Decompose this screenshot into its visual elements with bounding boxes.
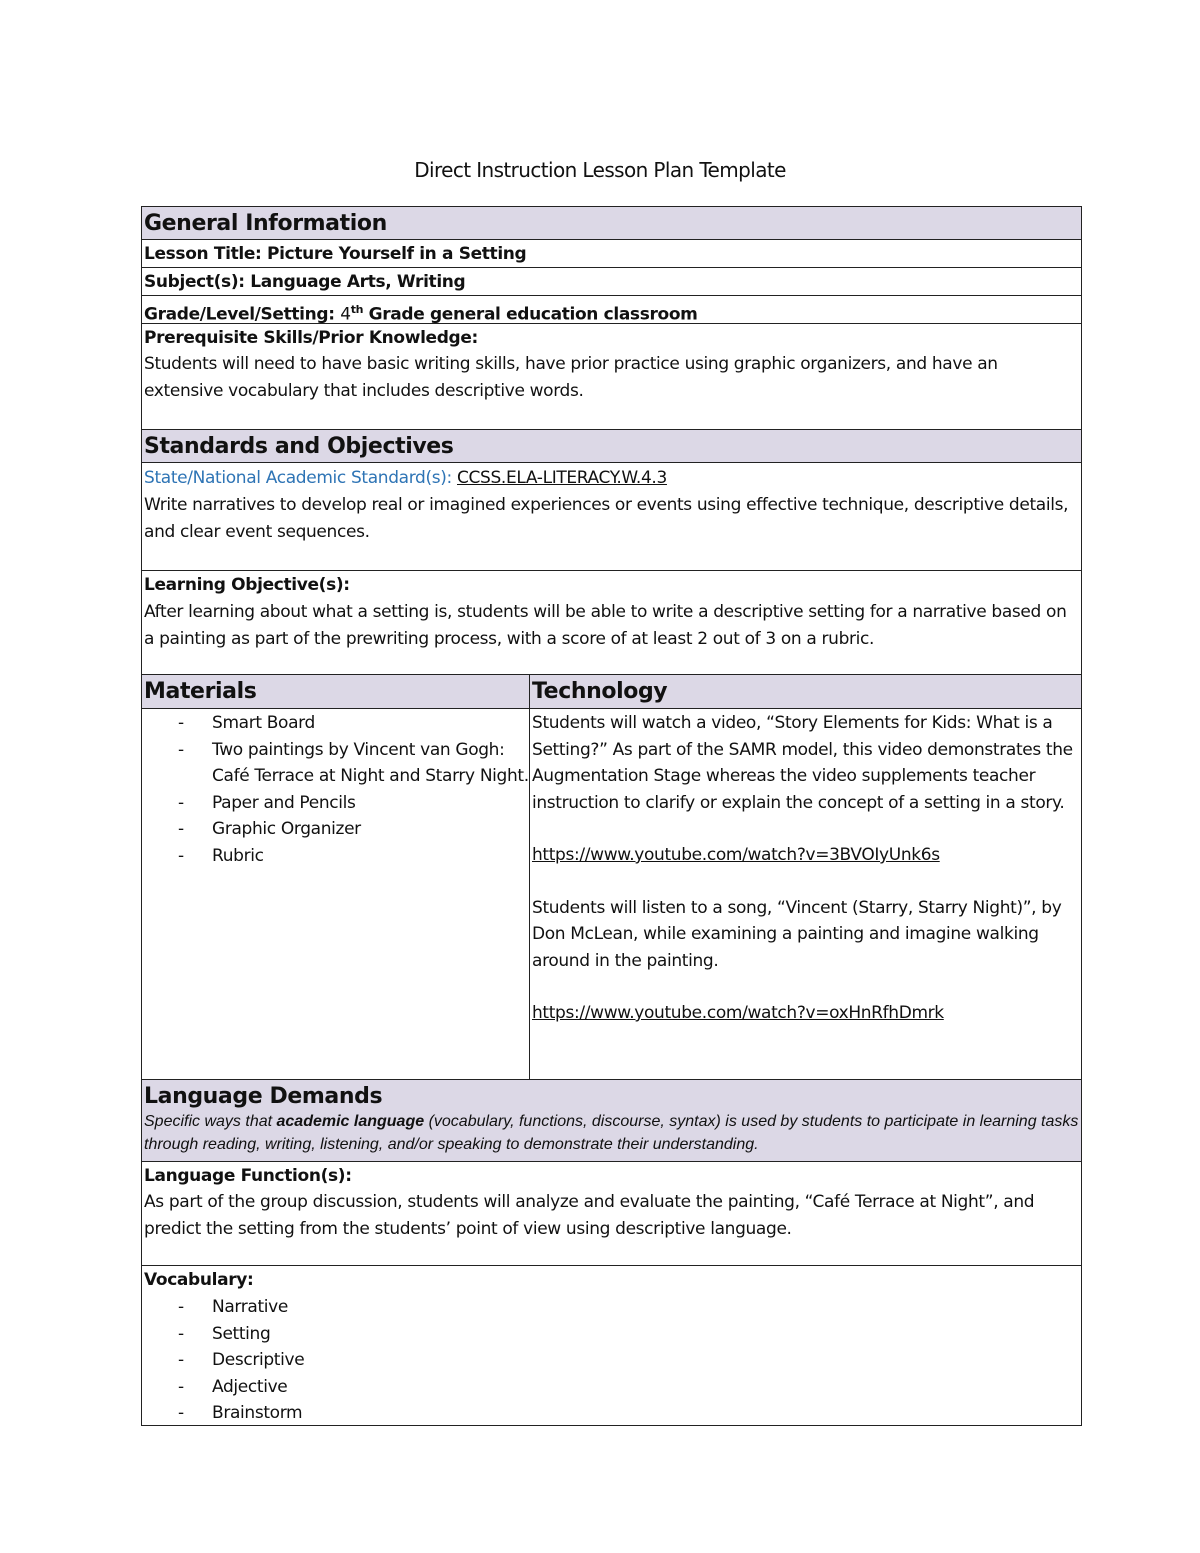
language-function-text: As part of the group discussion, students will analyze and evaluate the painting, “Café Terrace at Night”, and predict the setting from the students’ point of view using descriptive language. (144, 1192, 1035, 1239)
objective-label: Learning Objective(s): (144, 575, 350, 595)
document-title: Direct Instruction Lesson Plan Template (414, 158, 786, 182)
language-demands-note: Specific ways that academic language (vocabulary, functions, discourse, syntax) is used by students to participate in learning tasks through reading, writing, listening, and/or speaking to demonstrate their understanding. (144, 1113, 1079, 1153)
vocabulary-section (142, 1266, 1081, 1425)
materials-column (142, 675, 530, 1079)
technology-video-text: Students will watch a video, “Story Elements for Kids: What is a Setting?” As part of the SAMR model, this video demonstrates the Augmentation Stage whereas the video supplements teacher instruction to clarify or explain the concept of a setting in a story. (532, 713, 1073, 813)
list-item: - Two paintings by Vincent van Gogh: Café Terrace at Night and Starry Night. (142, 737, 529, 790)
list-item: - Paper and Pencils (142, 790, 529, 817)
list-item: - Rubric (142, 843, 529, 870)
language-demands-header (142, 1080, 1081, 1162)
language-function-section (142, 1162, 1081, 1266)
materials-technology-row (142, 675, 1081, 1080)
general-information-heading: General Information (142, 207, 1081, 240)
objective-text: After learning about what a setting is, students will be able to write a descriptive setting for a narrative based on a painting as part of the prewriting process, with a score of at least 2 out of 3 on a rubric. (144, 602, 1067, 649)
video-link-2[interactable]: https://www.youtube.com/watch?v=oxHnRfhDmrk (532, 1003, 944, 1023)
list-item: - Descriptive (142, 1347, 1081, 1374)
vocabulary-label: Vocabulary: (144, 1270, 254, 1290)
prerequisite-label: Prerequisite Skills/Prior Knowledge: (144, 328, 478, 348)
technology-column (530, 675, 1081, 1079)
lesson-plan-table (141, 206, 1082, 1426)
list-item: - Brainstorm (142, 1400, 1081, 1427)
subjects: Subject(s): Language Arts, Writing (142, 268, 1081, 296)
grade-label: Grade/Level/Setting: (144, 304, 341, 325)
materials-list (142, 709, 529, 869)
standard-section (142, 463, 1081, 571)
video-link-1[interactable]: https://www.youtube.com/watch?v=3BVOIyUnk6s (532, 845, 940, 865)
prerequisite-text: Students will need to have basic writing skills, have prior practice using graphic organizers, and have an extensive vocabulary that includes descriptive words. (144, 354, 998, 401)
prerequisite-section (142, 324, 1081, 430)
vocabulary-list (142, 1294, 1081, 1427)
grade-level-setting (142, 296, 1081, 324)
standard-label: State/National Academic Standard(s): (144, 468, 457, 488)
grade-description: Grade general education classroom (363, 304, 698, 325)
language-function-label: Language Function(s): (144, 1166, 352, 1186)
list-item: - Smart Board (142, 710, 529, 737)
list-item: - Setting (142, 1321, 1081, 1348)
list-item: - Adjective (142, 1374, 1081, 1401)
standard-code-link[interactable]: CCSS.ELA-LITERACY.W.4.3 (457, 468, 667, 488)
language-demands-heading: Language Demands (144, 1084, 383, 1109)
lesson-title: Lesson Title: Picture Yourself in a Setting (142, 240, 1081, 268)
technology-song-text: Students will listen to a song, “Vincent (Starry, Starry Night)”, by Don McLean, while examining a painting and imagine walking around in the painting. (532, 897, 1062, 971)
standard-line (142, 465, 1081, 492)
materials-heading: Materials (142, 675, 529, 709)
technology-heading: Technology (530, 675, 1081, 709)
list-item: - Graphic Organizer (142, 816, 529, 843)
objective-section (142, 571, 1081, 675)
grade-suffix: th (350, 303, 364, 316)
standards-objectives-heading: Standards and Objectives (142, 430, 1081, 463)
standard-text: Write narratives to develop real or imagined experiences or events using effective technique, descriptive details, and clear event sequences. (144, 495, 1069, 542)
grade-number: 4 (340, 304, 351, 325)
list-item: - Narrative (142, 1294, 1081, 1321)
